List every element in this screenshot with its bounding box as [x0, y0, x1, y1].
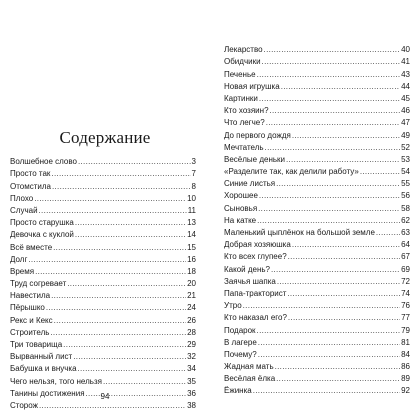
toc-entry [10, 229, 196, 241]
dot-leader [63, 339, 186, 351]
dot-leader [258, 203, 400, 215]
toc-entry [10, 205, 196, 217]
toc-entry-title: В лагере [224, 337, 257, 347]
toc-entry [10, 351, 196, 363]
toc-entry-page: 67 [401, 252, 410, 262]
dot-leader [281, 81, 400, 93]
dot-leader [50, 327, 186, 339]
toc-entry-title: Новая игрушка [224, 81, 280, 91]
dot-leader [51, 168, 190, 180]
toc-entry-page: 77 [401, 313, 410, 323]
dot-leader [53, 242, 186, 254]
toc-entry [10, 375, 196, 387]
toc-entry-title: Весёлая ёлка [224, 374, 276, 384]
dot-leader [266, 117, 400, 129]
toc-entry-title: Картинки [224, 93, 258, 103]
toc-entry-title: Обидчики [224, 57, 261, 67]
toc-entry-title: Плохо [10, 193, 34, 203]
toc-entry-title: Сыновья [224, 203, 258, 213]
dot-leader [288, 312, 400, 324]
toc-entry-page: 29 [187, 340, 196, 349]
toc-entry-title: На катке [224, 215, 257, 225]
toc-entry [10, 254, 196, 266]
toc-entry [224, 337, 410, 349]
toc-entry [224, 81, 410, 93]
dot-leader [73, 351, 186, 363]
toc-entry-title: Утро [224, 301, 242, 311]
toc-entry-page: 62 [401, 215, 410, 225]
toc-entry-page: 35 [187, 376, 196, 386]
toc-entry-page: 89 [401, 374, 410, 384]
toc-entry [224, 105, 410, 117]
toc-entry-page: 64 [401, 240, 410, 250]
toc-entry-title: Кто хозяин? [224, 106, 269, 116]
toc-entry-title: Девочка с куклой [10, 230, 74, 240]
toc-entry-page: 18 [187, 266, 196, 276]
toc-entry [10, 302, 196, 314]
toc-entry-title: Три товарища [10, 340, 63, 349]
toc-entry [10, 314, 196, 326]
toc-entry-page: 56 [401, 191, 410, 201]
toc-entry [224, 288, 410, 300]
toc-entry [224, 349, 410, 361]
toc-entry [10, 278, 196, 290]
toc-entry-title: Бабушка и внучка [10, 364, 77, 374]
toc-entry-title: Заячья шапка [224, 276, 276, 286]
toc-entry-title: Вырванный лист [10, 352, 73, 362]
toc-entry-page: 41 [401, 57, 410, 67]
toc-entry-title: Синие листья [224, 179, 276, 189]
toc-entry-title: Волшебное слово [10, 157, 77, 167]
toc-entry [224, 276, 410, 288]
contents-list-right [224, 44, 410, 397]
toc-entry-title: Мечтатель [224, 142, 264, 152]
dot-leader [287, 288, 400, 300]
toc-entry-page: 69 [401, 264, 410, 274]
toc-entry-title: Жадная мать [224, 362, 274, 372]
toc-entry [224, 190, 410, 202]
toc-entry [10, 217, 196, 229]
toc-entry [10, 180, 196, 192]
toc-entry-title: Труд согревает [10, 279, 67, 289]
toc-entry-title: Кто наказал его? [224, 313, 287, 323]
toc-entry [10, 193, 196, 205]
toc-entry-page: 58 [401, 203, 410, 213]
dot-leader [271, 264, 400, 276]
toc-entry-page: 81 [401, 337, 410, 347]
toc-entry-page: 46 [401, 106, 410, 116]
dot-leader [67, 278, 186, 290]
dot-leader [243, 300, 400, 312]
dot-leader [270, 105, 401, 117]
page-number: 94 [100, 392, 110, 401]
toc-entry [10, 266, 196, 278]
dot-leader [259, 190, 400, 202]
toc-entry-title: Просто так [10, 169, 51, 179]
toc-entry [224, 239, 410, 251]
toc-entry-page: 45 [401, 93, 410, 103]
toc-entry-page: 76 [401, 301, 410, 311]
toc-entry-page: 55 [401, 179, 410, 189]
toc-entry [224, 93, 410, 105]
toc-entry-page: 38 [187, 400, 196, 410]
toc-entry-page: 8 [191, 181, 196, 191]
toc-entry-page: 32 [187, 352, 196, 362]
toc-entry [224, 166, 410, 178]
toc-entry [224, 324, 410, 336]
toc-entry-title: Просто старушка [10, 218, 74, 228]
toc-entry-page: 15 [187, 242, 196, 252]
toc-entry-title: Отомстила [10, 181, 51, 191]
dot-leader [75, 229, 186, 241]
toc-entry-page: 72 [401, 276, 410, 286]
toc-entry-page: 34 [187, 364, 196, 374]
dot-leader [258, 337, 400, 349]
dot-leader [34, 193, 186, 205]
dot-leader [52, 181, 191, 193]
toc-entry [224, 202, 410, 214]
toc-entry-title: Строитель [10, 327, 50, 337]
dot-leader [39, 400, 186, 412]
dot-leader [51, 290, 186, 302]
dot-leader [286, 154, 400, 166]
toc-entry-title: Ёжинка [224, 386, 252, 396]
toc-entry-page: 49 [401, 130, 410, 140]
toc-entry-page: 43 [401, 69, 410, 79]
toc-entry [10, 339, 196, 351]
toc-entry-title: Навестила [10, 291, 51, 301]
dot-leader [78, 363, 187, 375]
dot-leader [292, 130, 400, 142]
right-page [210, 0, 420, 420]
dot-leader [257, 215, 400, 227]
toc-entry-title: Время [10, 266, 35, 276]
toc-entry-page: 54 [401, 167, 410, 177]
toc-entry-title: Печенье [224, 69, 256, 79]
dot-leader [75, 217, 186, 229]
toc-entry [224, 178, 410, 190]
toc-entry [224, 154, 410, 166]
dot-leader [257, 325, 401, 337]
toc-entry-page: 21 [187, 291, 196, 301]
toc-entry-title: Рекс и Кекс [10, 315, 53, 325]
toc-entry-title: Папа-тракторист [224, 288, 287, 298]
dot-leader [376, 227, 400, 239]
toc-entry [10, 156, 196, 168]
toc-entry-title: «Разделите так, как делили работу» [224, 167, 359, 177]
toc-entry-title: Хорошее [224, 191, 258, 201]
toc-entry-page: 86 [401, 362, 410, 372]
dot-leader [288, 251, 400, 263]
toc-entry-page: 40 [401, 45, 410, 55]
toc-entry-page: 10 [187, 193, 196, 203]
toc-entry-page: 74 [401, 288, 410, 298]
toc-entry [10, 168, 196, 180]
dot-leader [28, 254, 186, 266]
dot-leader [277, 276, 400, 288]
toc-entry-page: 84 [401, 349, 410, 359]
toc-entry [224, 227, 410, 239]
toc-entry [10, 327, 196, 339]
toc-entry-page: 3 [191, 157, 196, 167]
toc-entry [224, 300, 410, 312]
toc-entry-title: Кто всех глупее? [224, 252, 287, 262]
toc-entry-title: Случай [10, 205, 38, 215]
dot-leader [258, 349, 400, 361]
contents-heading: Содержание [59, 128, 151, 147]
toc-entry [224, 44, 410, 56]
toc-entry-title: Пёрышко [10, 303, 45, 313]
toc-entry-page: 26 [187, 315, 196, 325]
toc-entry [224, 385, 410, 397]
toc-entry-page: 92 [401, 386, 410, 396]
toc-entry [10, 363, 196, 375]
toc-entry-title: Какой день? [224, 264, 270, 274]
toc-entry [224, 312, 410, 324]
toc-entry [224, 361, 410, 373]
toc-entry-page: 7 [191, 169, 196, 179]
dot-leader [264, 44, 401, 56]
dot-leader [103, 376, 186, 388]
toc-entry-page: 11 [187, 205, 196, 215]
dot-leader [253, 385, 400, 397]
toc-entry-title: Маленький цыплёнок на большой земле [224, 228, 375, 237]
toc-entry [224, 251, 410, 263]
toc-entry-title: Подарок [224, 325, 256, 335]
dot-leader [39, 205, 187, 217]
toc-entry-page: 28 [187, 327, 196, 337]
toc-entry-title: Весёлые деньки [224, 154, 285, 164]
toc-entry-title: Сторож [10, 400, 38, 410]
toc-entry [10, 241, 196, 253]
dot-leader [276, 178, 400, 190]
toc-entry-title: Лекарство [224, 45, 263, 55]
toc-entry [10, 290, 196, 302]
toc-entry-page: 53 [401, 154, 410, 164]
dot-leader [275, 361, 400, 373]
toc-entry-title: Всё вместе [10, 242, 53, 252]
toc-entry-title: Танины достижения [10, 388, 85, 398]
toc-entry-page: 79 [401, 325, 410, 335]
dot-leader [262, 56, 401, 68]
toc-entry [224, 129, 410, 141]
dot-leader [257, 69, 401, 81]
toc-entry [10, 400, 196, 412]
dot-leader [276, 373, 400, 385]
contents-list-left [10, 156, 196, 412]
toc-entry-page: 20 [187, 279, 196, 289]
dot-leader [46, 302, 186, 314]
toc-entry [224, 56, 410, 68]
dot-leader [360, 166, 400, 178]
dot-leader [35, 266, 186, 278]
toc-entry-page: 13 [187, 218, 196, 228]
toc-entry-title: До первого дождя [224, 130, 291, 140]
dot-leader [292, 239, 400, 251]
dot-leader [54, 315, 186, 327]
dot-leader [265, 142, 401, 154]
toc-entry-page: 24 [187, 303, 196, 313]
toc-entry-title: Добрая хозяюшка [224, 240, 291, 250]
toc-entry-title: Долг [10, 254, 28, 264]
toc-entry [224, 142, 410, 154]
toc-entry [224, 215, 410, 227]
toc-entry-title: Почему? [224, 349, 257, 359]
toc-entry-page: 47 [401, 118, 410, 128]
toc-entry-page: 63 [401, 228, 410, 237]
toc-entry-title: Чего нельзя, того нельзя [10, 376, 102, 386]
toc-entry [224, 263, 410, 275]
toc-entry [224, 117, 410, 129]
toc-entry-page: 44 [401, 81, 410, 91]
toc-entry-page: 16 [187, 254, 196, 264]
toc-entry-title: Что легче? [224, 118, 265, 128]
dot-leader [259, 93, 400, 105]
dot-leader [78, 156, 191, 168]
toc-entry [224, 68, 410, 80]
toc-entry-page: 36 [187, 388, 196, 398]
toc-entry-page: 52 [401, 142, 410, 152]
toc-entry-page: 14 [187, 230, 196, 240]
toc-entry [224, 373, 410, 385]
